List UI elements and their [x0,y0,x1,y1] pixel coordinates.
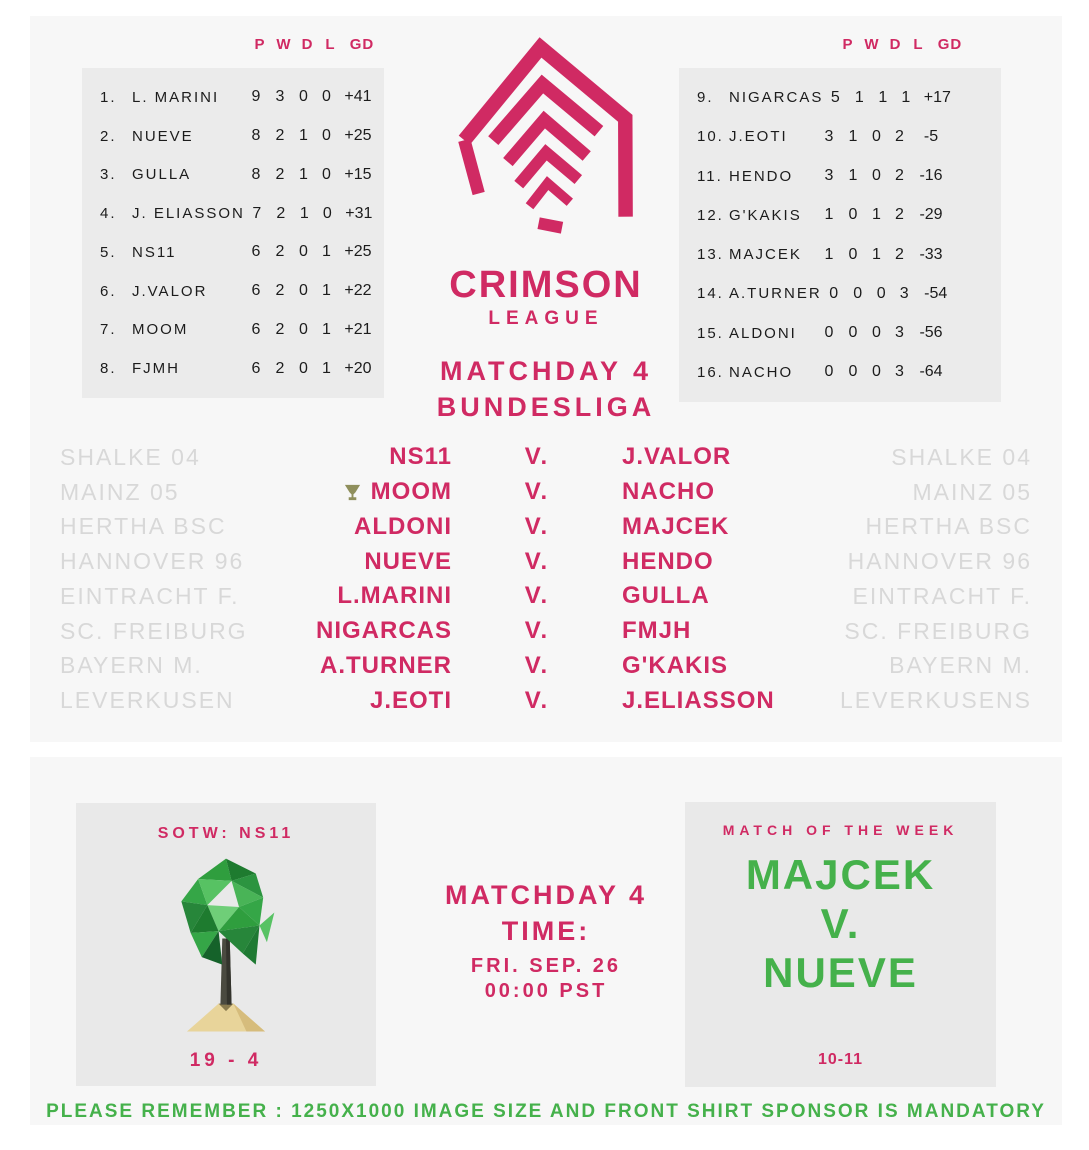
stat-played: 3 [824,167,834,185]
stat-draws: 0 [299,359,308,377]
stat-played: 3 [824,127,834,145]
standings-row [82,349,384,388]
stat-goaldiff: -56 [919,324,943,342]
competition-name: BUNDESLIGA [436,392,656,422]
standings-row [82,194,384,233]
fixture-home-team [290,513,482,541]
fixture-home-team [290,652,482,680]
stat-draws: 0 [872,363,881,381]
team-name: GULLA [132,166,192,184]
stat-losses: 2 [895,127,904,145]
stat-wins: 1 [854,88,864,106]
header-losses-label: L [325,36,336,53]
header-wins-label: W [276,36,292,53]
stat-draws: 0 [299,320,308,338]
team-rank: 1. [100,88,117,106]
fixture-home-name: MOOM [370,478,452,506]
stat-played: 8 [251,127,261,145]
stat-draws: 0 [299,243,308,261]
stat-losses: 2 [895,206,904,224]
team-name: ALDONI [729,324,797,342]
fixture-vs-label: V. [524,547,550,575]
time-hour: 00:00 PST [484,980,608,1002]
header-draws-label: D [301,36,314,53]
stat-wins: 2 [275,320,285,338]
team-name: FJMH [132,360,180,378]
stat-draws: 0 [872,167,881,185]
stat-played: 5 [830,88,840,106]
standings-row [82,156,384,195]
sotw-title: SOTW: NS11 [157,825,295,842]
header-goaldiff-label: GD [937,36,963,53]
team-stats [817,128,1001,146]
team-rank: 10. [697,128,724,146]
fixture-row [30,614,1062,649]
stat-wins: 0 [848,363,858,381]
stat-goaldiff: -64 [919,363,943,381]
stat-losses: 3 [895,324,904,342]
fixture-home-name: NIGARCAS [315,617,452,645]
header-losses-label: L [913,36,924,53]
league-brand [396,28,696,421]
fixture-row [30,544,1062,579]
fixture-row [30,683,1062,718]
stat-goaldiff: +20 [344,359,372,377]
fixture-home-name: L.MARINI [337,582,452,610]
stat-wins: 2 [275,359,285,377]
header-played-label: P [842,36,854,53]
team-rank: 4. [100,205,117,223]
fixture-home-team [290,443,482,471]
stat-played: 9 [251,88,261,106]
stat-played: 6 [251,243,261,261]
stat-wins: 0 [848,206,858,224]
team-stats [244,282,384,300]
team-rank: 11. [697,167,723,185]
time-label: TIME: [501,916,591,946]
stat-draws: 1 [299,165,308,183]
stat-draws: 1 [299,204,309,222]
standings-row [679,314,1001,353]
stat-played: 0 [824,324,834,342]
team-rank: 14. [697,285,724,303]
fixture-away-team: FMJH [622,617,692,645]
ghost-club-right: BAYERN M. [889,652,1032,679]
stat-draws: 1 [878,88,888,106]
fixture-home-name: NUEVE [364,547,452,575]
league-subtitle: LEAGUE [488,308,604,329]
low-poly-tree-icon [165,853,287,1039]
stat-wins: 1 [848,127,858,145]
standings-header-right [836,36,970,53]
stat-wins: 1 [848,167,858,185]
team-stats [823,89,1007,107]
header-played-label: P [254,36,266,53]
team-name: NIGARCAS [729,89,824,107]
stat-wins: 0 [853,284,863,302]
stat-draws: 0 [876,284,886,302]
motw-vs-label: V. [820,900,861,948]
stat-losses: 1 [322,359,331,377]
ghost-club-left: HANNOVER 96 [60,548,245,575]
fixture-away-team: NACHO [622,478,715,506]
stat-wins: 2 [275,127,285,145]
stat-wins: 2 [275,165,285,183]
reminder-text: PLEASE REMEMBER : 1250X1000 IMAGE SIZE AND FRONT SHIRT SPONSOR IS MANDATORY [46,1101,1046,1122]
team-name: J. ELIASSON [132,205,245,223]
stat-played: 8 [251,165,261,183]
stat-wins: 2 [275,243,285,261]
ghost-club-right: LEVERKUSENS [839,687,1032,714]
standings-table-right [679,68,1001,402]
stat-played: 1 [824,206,834,224]
league-name: CRIMSON [449,264,643,306]
stat-losses: 3 [895,363,904,381]
stat-goaldiff: -16 [919,167,943,185]
fixture-away-team: GULLA [622,582,710,610]
stat-wins: 0 [848,245,858,263]
team-name: NUEVE [132,127,194,145]
motw-title: MATCH OF THE WEEK [722,822,959,838]
fixture-away-team: HENDO [622,547,714,575]
team-stats [817,363,1001,381]
fixture-vs-label: V. [524,651,550,679]
team-rank: 6. [100,282,117,300]
standings-row [679,157,1001,196]
ghost-club-right: SC. FREIBURG [844,617,1032,644]
team-name: G'KAKIS [729,206,802,224]
standings-table-left [82,68,384,398]
stat-losses: 1 [901,88,911,106]
team-stats [244,166,384,184]
team-name: HENDO [729,167,794,185]
ghost-club-right: HANNOVER 96 [847,548,1032,575]
fixture-away-team: J.ELIASSON [622,686,775,714]
ghost-club-left: SC. FREIBURG [60,617,248,644]
motw-date: 10-11 [817,1051,864,1068]
team-name: MAJCEK [729,246,802,264]
stat-losses: 3 [899,284,909,302]
ghost-club-left: HERTHA BSC [60,513,227,540]
team-rank: 3. [100,166,117,184]
team-name: L. MARINI [132,88,220,106]
standings-row [679,78,1001,117]
team-stats [244,243,384,261]
fixture-away-team: G'KAKIS [622,651,729,679]
fixture-vs-label: V. [524,582,550,610]
stat-draws: 0 [299,282,308,300]
stat-wins: 0 [848,324,858,342]
stat-losses: 1 [322,320,331,338]
team-rank: 15. [697,324,724,342]
standings-row [679,235,1001,274]
sotw-score: 19 - 4 [189,1050,263,1071]
fixtures-list [30,440,1062,718]
stat-draws: 0 [299,88,308,106]
team-rank: 9. [697,89,714,107]
league-logo-icon [433,28,659,240]
fixture-home-team [290,582,482,610]
standings-and-fixtures-card [30,16,1062,742]
team-name: MOOM [132,321,189,339]
stat-goaldiff: -29 [919,206,943,224]
fixture-vs-label: V. [524,443,550,471]
stat-draws: 0 [872,324,881,342]
fixture-home-team [290,687,482,715]
header-draws-label: D [889,36,902,53]
stat-draws: 1 [872,245,881,263]
standings-row [679,196,1001,235]
stat-wins: 2 [276,204,286,222]
stat-losses: 0 [322,204,332,222]
team-rank: 13. [697,246,724,264]
stat-losses: 1 [322,282,331,300]
team-rank: 7. [100,321,117,339]
team-name: NS11 [132,243,177,261]
stat-played: 6 [251,359,261,377]
standings-row [679,353,1001,392]
stat-draws: 0 [872,127,881,145]
stat-losses: 0 [322,165,331,183]
stat-goaldiff: -5 [923,127,939,145]
stat-goaldiff: +41 [344,88,372,106]
team-rank: 12. [697,206,724,224]
stat-draws: 1 [872,206,881,224]
fixture-vs-label: V. [524,478,550,506]
team-stats [817,167,1001,185]
standings-row [679,117,1001,156]
matchday-title: MATCHDAY 4 [439,356,653,386]
trophy-icon [343,483,362,502]
team-stats [817,324,1001,342]
standings-row [82,78,384,117]
standings-row [82,233,384,272]
fixture-row [30,510,1062,545]
fixture-row [30,649,1062,684]
fixture-row [30,440,1062,475]
stat-played: 6 [251,282,261,300]
stat-goaldiff: +15 [344,165,372,183]
stat-wins: 3 [275,88,285,106]
fixture-home-name: A.TURNER [320,651,452,679]
fixture-vs-label: V. [524,512,550,540]
header-wins-label: W [864,36,880,53]
stat-played: 6 [251,320,261,338]
stat-played: 1 [824,245,834,263]
info-card [30,757,1062,1125]
team-stats [244,127,384,145]
standings-header-left [248,36,382,53]
stat-played: 7 [252,204,262,222]
team-stats [817,246,1001,264]
fixture-vs-label: V. [524,617,550,645]
fixture-home-team [290,548,482,576]
fixture-row [30,579,1062,614]
sotw-box [76,803,376,1086]
fixture-home-name: ALDONI [354,512,452,540]
stat-losses: 0 [322,127,331,145]
stat-goaldiff: -54 [924,284,948,302]
team-stats [822,285,1006,303]
ghost-club-left: EINTRACHT F. [60,582,240,609]
team-name: J.VALOR [132,282,208,300]
standings-row [82,117,384,156]
team-stats [244,88,384,106]
stat-goaldiff: +17 [923,88,951,106]
match-of-the-week-box [685,802,996,1087]
stat-losses: 2 [895,167,904,185]
team-name: J.EOTI [729,128,788,146]
time-date: FRI. SEP. 26 [470,955,622,977]
motw-home-team: MAJCEK [745,851,936,898]
stat-goaldiff: -33 [919,245,943,263]
team-name: NACHO [729,363,794,381]
team-rank: 5. [100,243,117,261]
stat-goaldiff: +25 [344,243,372,261]
header-goaldiff-label: GD [349,36,375,53]
ghost-club-left: SHALKE 04 [60,443,201,470]
fixture-home-name: J.EOTI [369,686,452,714]
stat-draws: 1 [299,127,308,145]
team-stats [817,206,1001,224]
stat-played: 0 [829,284,839,302]
stat-wins: 2 [275,282,285,300]
stat-goaldiff: +31 [345,204,373,222]
team-stats [245,205,385,223]
stat-goaldiff: +25 [344,127,372,145]
ghost-club-right: HERTHA BSC [865,513,1032,540]
stat-losses: 1 [322,243,331,261]
stat-goaldiff: +21 [344,320,372,338]
team-stats [244,360,384,378]
stat-played: 0 [824,363,834,381]
ghost-club-right: EINTRACHT F. [852,582,1032,609]
ghost-club-left: LEVERKUSEN [60,687,235,714]
team-name: A.TURNER [729,285,822,303]
stat-goaldiff: +22 [344,282,372,300]
ghost-club-left: MAINZ 05 [60,478,180,505]
fixture-row [30,475,1062,510]
fixture-away-team: J.VALOR [622,443,732,471]
fixture-home-team [290,478,482,506]
motw-away-team: NUEVE [763,949,918,997]
team-stats [244,321,384,339]
stat-losses: 0 [322,88,331,106]
team-rank: 8. [100,360,117,378]
ghost-club-right: SHALKE 04 [891,443,1032,470]
fixture-vs-label: V. [524,686,550,714]
ghost-club-left: BAYERN M. [60,652,203,679]
standings-row [82,311,384,350]
team-rank: 16. [697,363,724,381]
fixture-home-team [290,617,482,645]
standings-row [82,272,384,311]
stat-losses: 2 [895,245,904,263]
standings-row [679,274,1001,313]
team-rank: 2. [100,127,117,145]
fixture-away-team: MAJCEK [622,512,730,540]
matchday-time-block [381,882,711,1001]
time-matchday-label: MATCHDAY 4 [444,880,648,910]
ghost-club-right: MAINZ 05 [912,478,1032,505]
fixture-home-name: NS11 [389,443,452,471]
